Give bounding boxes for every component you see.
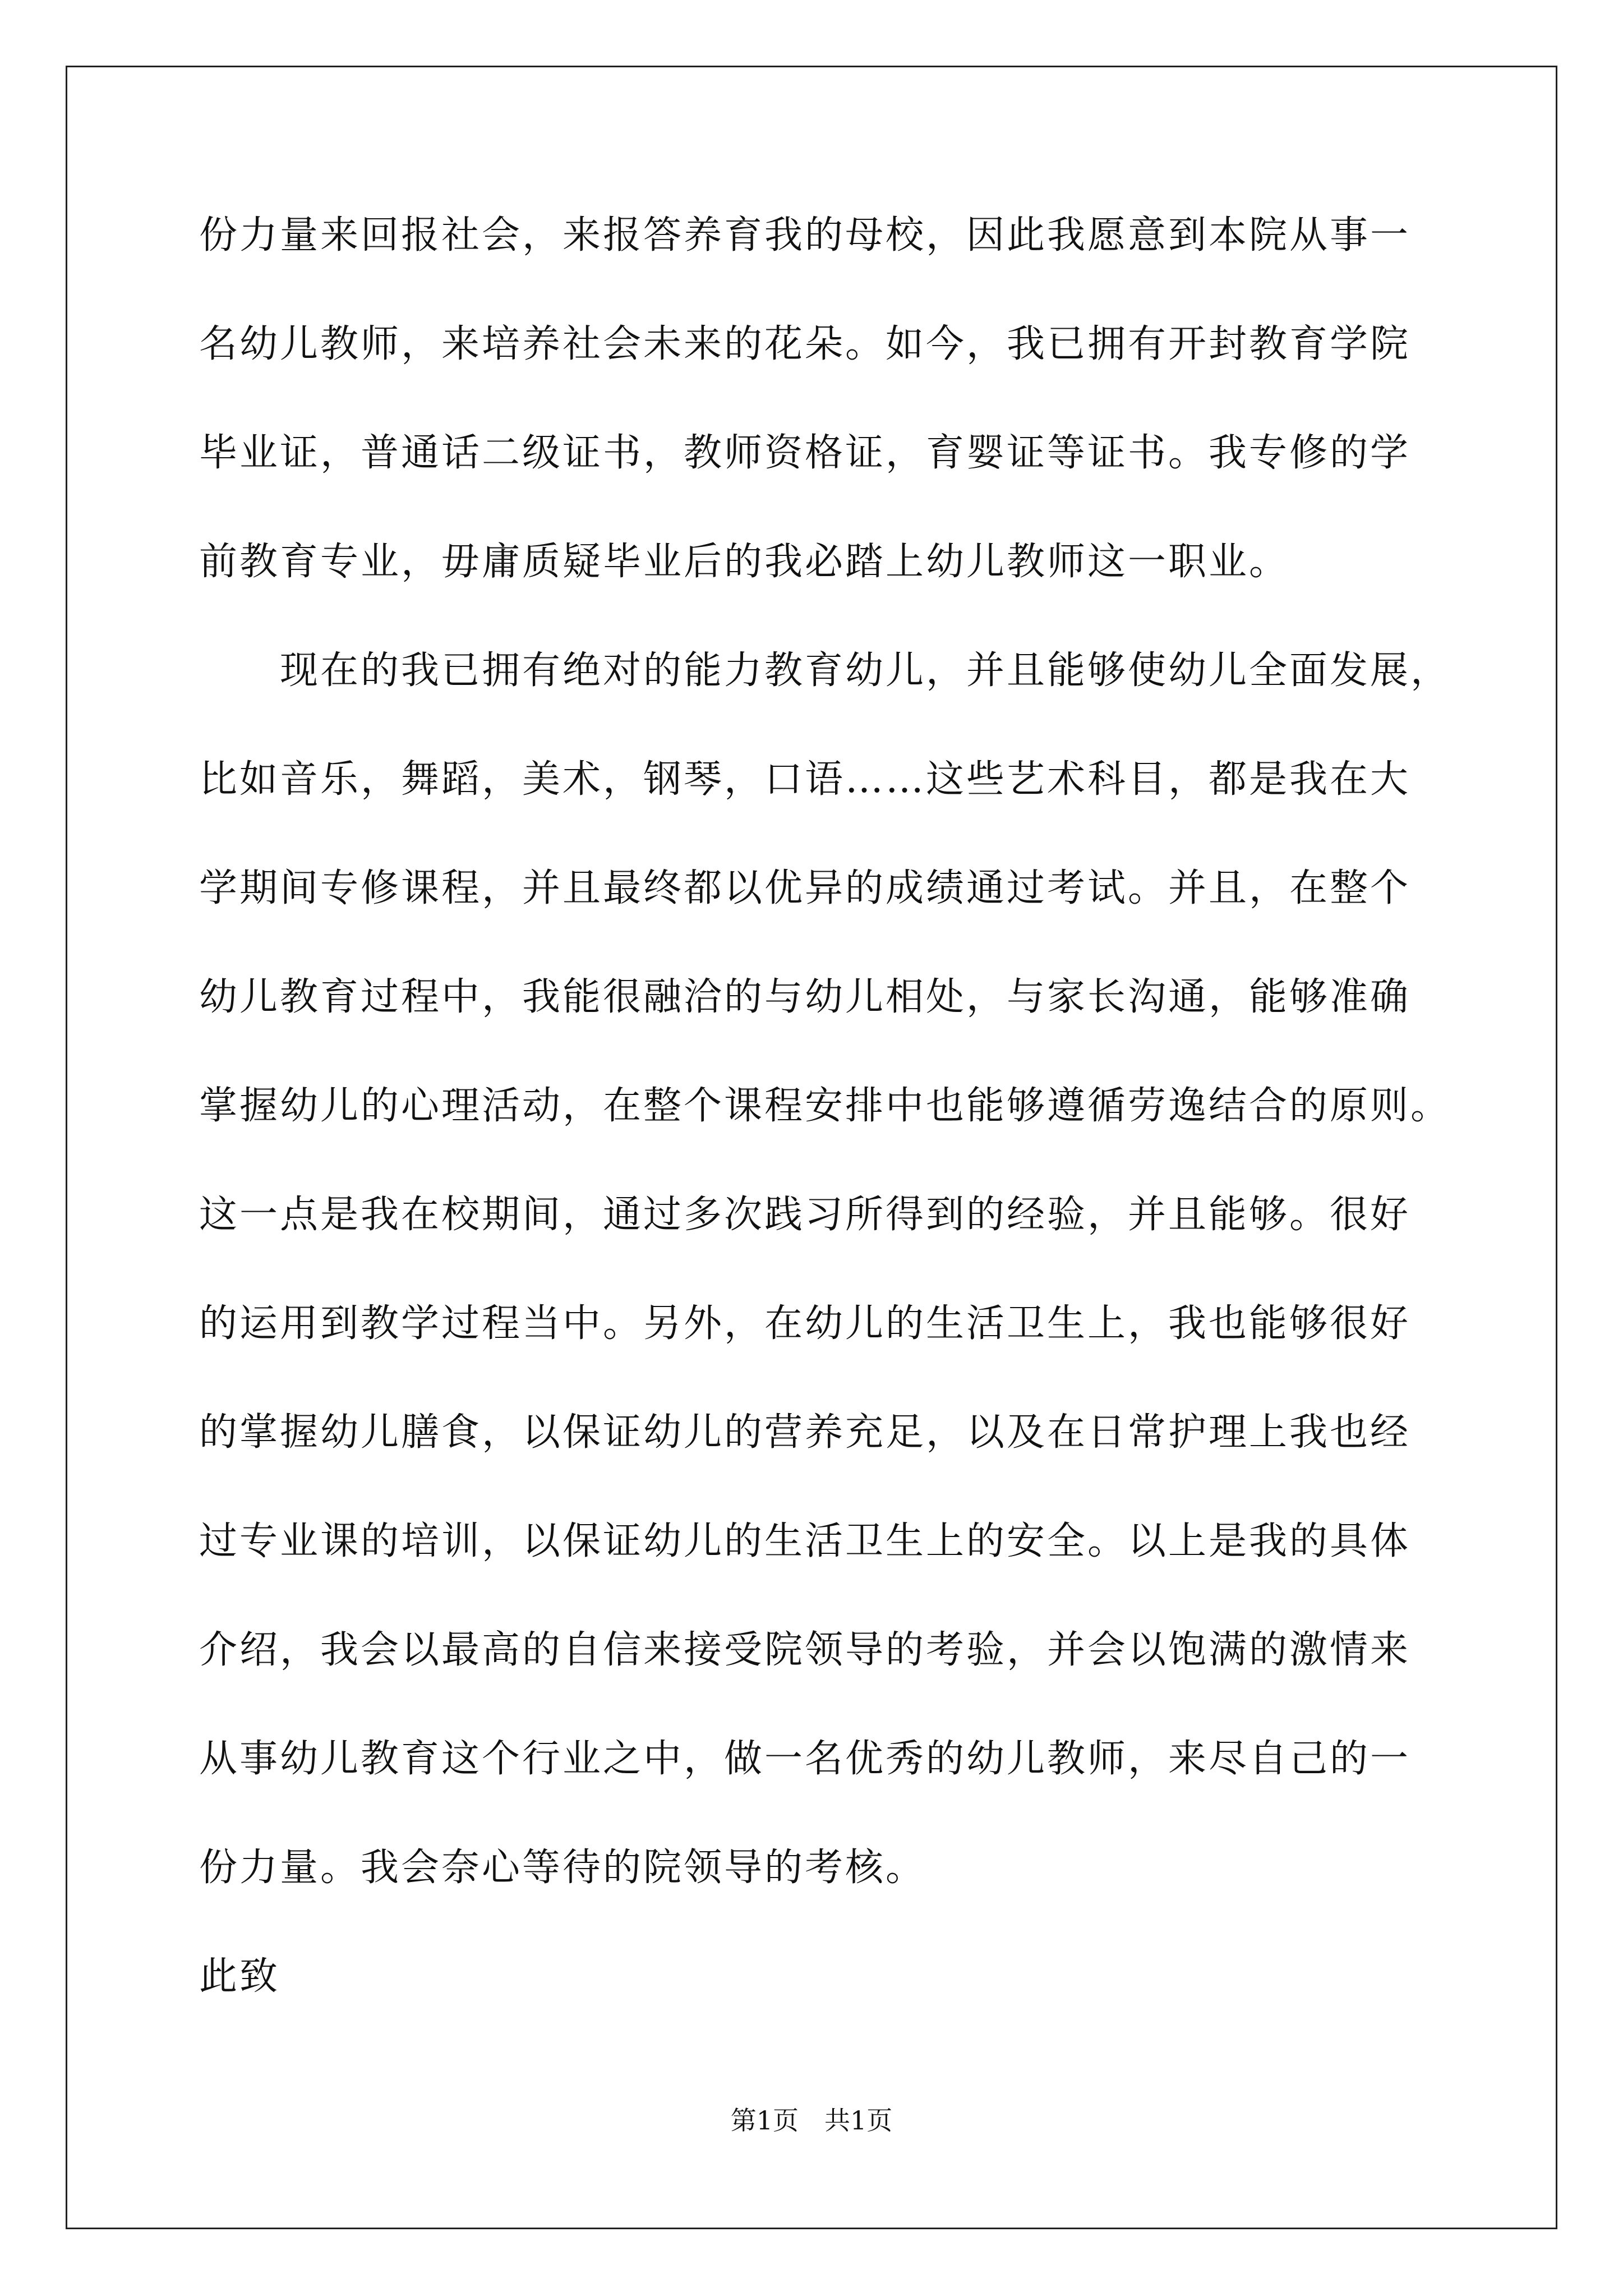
text-line: 份力量来回报社会，来报答养育我的母校，因此我愿意到本院从事一	[199, 213, 1411, 257]
page-border	[66, 66, 1557, 2229]
text-line: 前教育专业，毋庸质疑毕业后的我必踏上幼儿教师这一职业。	[199, 540, 1290, 584]
text-line: 学期间专修课程，并且最终都以优异的成绩通过考试。并且，在整个	[199, 866, 1411, 910]
text-line: 的掌握幼儿膳食，以保证幼儿的营养充足，以及在日常护理上我也经	[199, 1410, 1411, 1455]
text-line: 过专业课的培训，以保证幼儿的生活卫生上的安全。以上是我的具体	[199, 1519, 1411, 1563]
text-line: 毕业证，普通话二级证书，教师资格证，育婴证等证书。我专修的学	[199, 431, 1411, 475]
text-line: 比如音乐，舞蹈，美术，钢琴，口语……这些艺术科目，都是我在大	[199, 757, 1411, 802]
text-line: 幼儿教育过程中，我能很融洽的与幼儿相处，与家长沟通，能够准确	[199, 975, 1411, 1019]
page-number: 第1页 共1页	[730, 2105, 893, 2136]
text-line: 掌握幼儿的心理活动，在整个课程安排中也能够遵循劳逸结合的原则。	[199, 1084, 1451, 1128]
text-line: 介绍，我会以最高的自信来接受院领导的考验，并会以饱满的激情来	[199, 1628, 1411, 1672]
text-line: 现在的我已拥有绝对的能力教育幼儿，并且能够使幼儿全面发展，	[199, 648, 1451, 693]
text-line: 从事幼儿教育这个行业之中，做一名优秀的幼儿教师，来尽自己的一	[199, 1737, 1411, 1781]
closing-salutation: 此致	[199, 1954, 280, 1999]
text-line: 这一点是我在校期间，通过多次践习所得到的经验，并且能够。很好	[199, 1193, 1411, 1237]
text-line: 名幼儿教师，来培养社会未来的花朵。如今，我已拥有开封教育学院	[199, 322, 1411, 366]
text-line: 份力量。我会奈心等待的院领导的考核。	[199, 1846, 926, 1890]
text-line: 的运用到教学过程当中。另外，在幼儿的生活卫生上，我也能够很好	[199, 1301, 1411, 1346]
